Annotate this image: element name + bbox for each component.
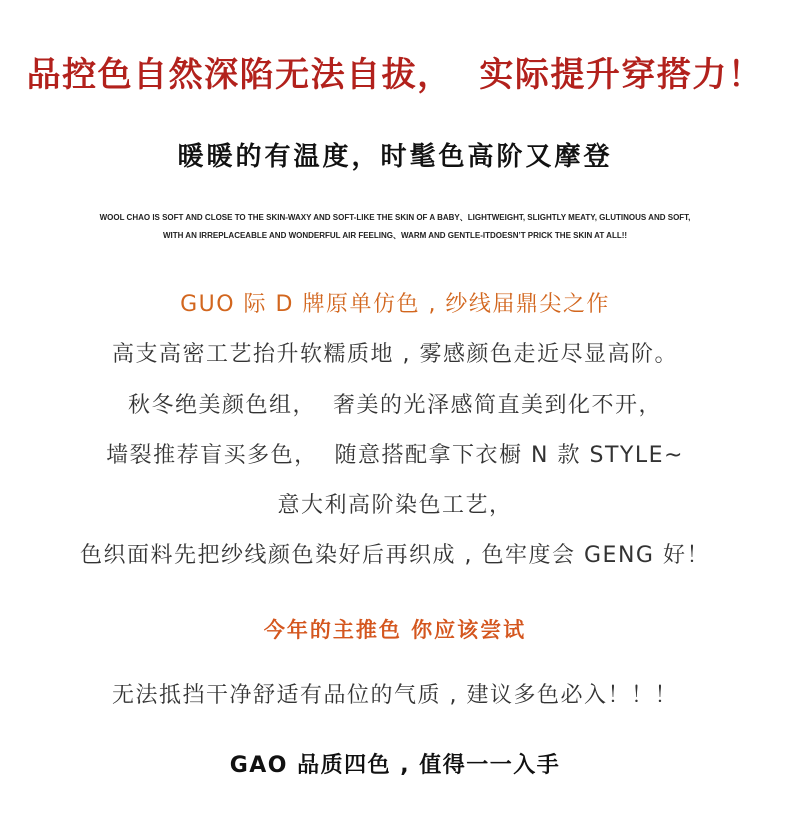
english-description-line: WOOL CHAO IS SOFT AND CLOSE TO THE SKIN-WAXY AND SOFT-LIKE THE SKIN OF A BABY、LIGHTWEIGHT, SLIGHTLY MEATY, GLUTINOUS AND SOFT, xyxy=(99,213,691,222)
recommend-title: 今年的主推色 你应该尝试 xyxy=(263,618,527,642)
body-line: 墙裂推荐盲买多色， 随意搭配拿下衣橱 N 款 STYLE~ xyxy=(106,443,684,468)
subheadline: 暖暖的有温度，时髦色高阶又摩登 xyxy=(177,142,613,172)
body-line: 色织面料先把纱线颜色染好后再织成 , 色牢度会 GENG 好！ xyxy=(80,543,710,568)
body-line: 意大利高阶染色工艺， xyxy=(277,493,513,518)
recommend-text: 无法抵挡干净舒适有品位的气质 , 建议多色必入！！！ xyxy=(112,683,678,708)
body-line: 秋冬绝美颜色组， 奢美的光泽感简直美到化不开， xyxy=(128,393,662,418)
section-title: GUO 际 D 牌原单仿色 , 纱线届鼎尖之作 xyxy=(180,292,610,317)
english-description-line: WITH AN IRREPLACEABLE AND WONDERFUL AIR FEELING、WARM AND GENTLE-ITDOESN’T PRICK THE SKIN AT ALL!! xyxy=(162,231,628,240)
closing-line: GAO 品质四色 , 值得一一入手 xyxy=(229,753,561,778)
body-line: 高支高密工艺抬升软糯质地 , 雾感颜色走近尽显高阶。 xyxy=(112,342,678,367)
headline: 品控色自然深陷无法自拔， 实际提升穿搭力！ xyxy=(26,55,764,95)
